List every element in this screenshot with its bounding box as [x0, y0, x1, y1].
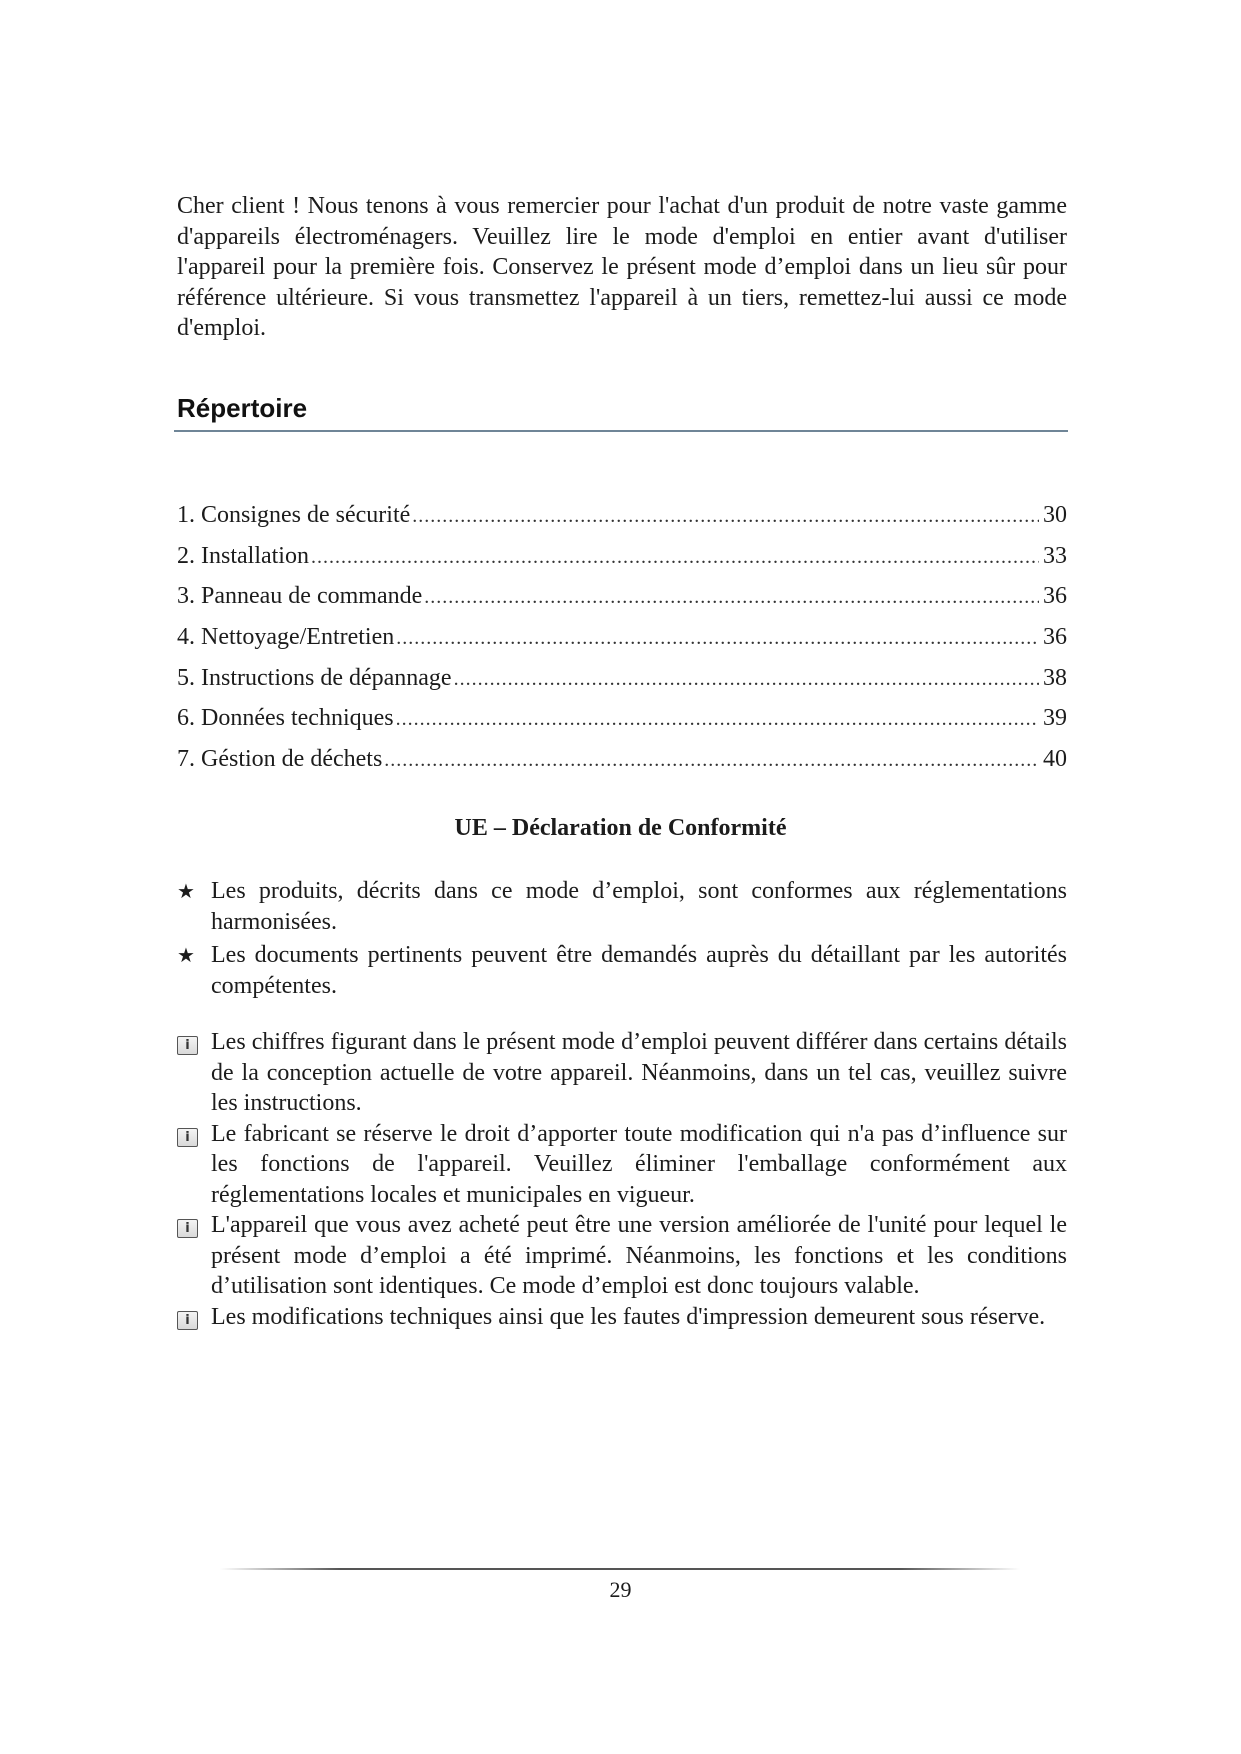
note-item-text: L'appareil que vous avez acheté peut être une version améliorée de l'unité pour lequel le présent mode d’emploi a été imprimé. Néanmoins, les fonctions et les conditions d’utilisation sont identiques. Ce mode d’emploi est donc toujours valable.	[211, 1212, 1067, 1299]
note-item-text: Les chiffres figurant dans le présent mode d’emploi peuvent différer dans certains détails de la conception actuelle de votre appareil. Néanmoins, dans un tel cas, veuillez suivre les instructions.	[211, 1029, 1067, 1116]
toc-heading: Répertoire	[177, 393, 308, 423]
toc-entry	[177, 746, 1067, 787]
toc-entry-label: 7. Géstion de déchets	[177, 746, 383, 773]
toc-entry-page: 39	[1043, 705, 1067, 732]
toc-leader-dots	[412, 505, 1039, 528]
info-icon: i	[177, 1128, 198, 1147]
toc-entry-page: 30	[1043, 502, 1067, 528]
toc-leader-dots	[384, 749, 1039, 772]
toc-entry-page: 36	[1043, 583, 1067, 610]
star-icon: ★	[177, 879, 195, 903]
toc-leader-dots	[396, 627, 1039, 650]
page-number: 29	[609, 1577, 632, 1602]
toc-entry	[177, 665, 1067, 706]
declaration-item	[177, 940, 1067, 1001]
toc-entry-page: 33	[1043, 542, 1067, 569]
toc-entry-page: 36	[1043, 624, 1067, 651]
note-item-text: Le fabricant se réserve le droit d’apporter toute modification qui n'a pas d’influence sur les fonctions de l'appareil. Veuillez éliminer l'emballage conformément aux réglementations locales et municipales en vigueur.	[211, 1120, 1067, 1208]
toc-leader-dots	[311, 546, 1039, 569]
note-item	[177, 1302, 1067, 1333]
heading-underline	[174, 430, 1068, 432]
info-icon: i	[177, 1219, 198, 1238]
info-icon: i	[177, 1036, 198, 1055]
toc-leader-dots	[454, 668, 1039, 691]
declaration-list	[177, 876, 1067, 1004]
declaration-item-text: Les documents pertinents peuvent être demandés auprès du détaillant par les autorités compétentes.	[211, 942, 1067, 999]
toc-entry-page: 40	[1043, 746, 1067, 773]
toc-entry-label: 6. Données techniques	[177, 705, 394, 732]
footer-divider	[220, 1568, 1020, 1570]
declaration-title: UE – Déclaration de Conformité	[454, 815, 787, 841]
declaration-item-text: Les produits, décrits dans ce mode d’emploi, sont conformes aux réglementations harmonisées.	[211, 878, 1067, 935]
star-icon: ★	[177, 943, 195, 967]
toc-entry-label: 5. Instructions de dépannage	[177, 664, 452, 691]
toc-entry	[177, 705, 1067, 746]
notes-list	[177, 1027, 1067, 1332]
toc-entry-label: 1. Consignes de sécurité	[177, 502, 411, 528]
declaration-item	[177, 876, 1067, 937]
info-icon: i	[177, 1311, 198, 1330]
toc-leader-dots	[424, 586, 1039, 609]
intro-paragraph: Cher client ! Nous tenons à vous remercier pour l'achat d'un produit de notre vaste gamme d'appareils électroménagers. Veuillez lire le mode d'emploi en entier avant d'utiliser l'appareil pour la première fois. Conservez le présent mode d’emploi dans un lieu sûr pour référence ultérieure. Si vous transmettez l'appareil à un tiers, remettez-lui aussi ce mode d'emploi.	[177, 193, 1067, 341]
note-item-text: Les modifications techniques ainsi que les fautes d'impression demeurent sous réserve.	[211, 1303, 1046, 1330]
toc-entry-label: 4. Nettoyage/Entretien	[177, 624, 395, 651]
table-of-contents	[177, 502, 1067, 787]
toc-entry	[177, 583, 1067, 624]
toc-entry-page: 38	[1043, 664, 1067, 691]
toc-entry-label: 2. Installation	[177, 542, 309, 569]
toc-leader-dots	[396, 708, 1039, 731]
toc-entry	[177, 624, 1067, 665]
toc-entry-label: 3. Panneau de commande	[177, 583, 423, 610]
note-item	[177, 1119, 1067, 1211]
note-item	[177, 1027, 1067, 1119]
toc-entry	[177, 502, 1067, 543]
note-item	[177, 1210, 1067, 1302]
toc-entry	[177, 543, 1067, 584]
